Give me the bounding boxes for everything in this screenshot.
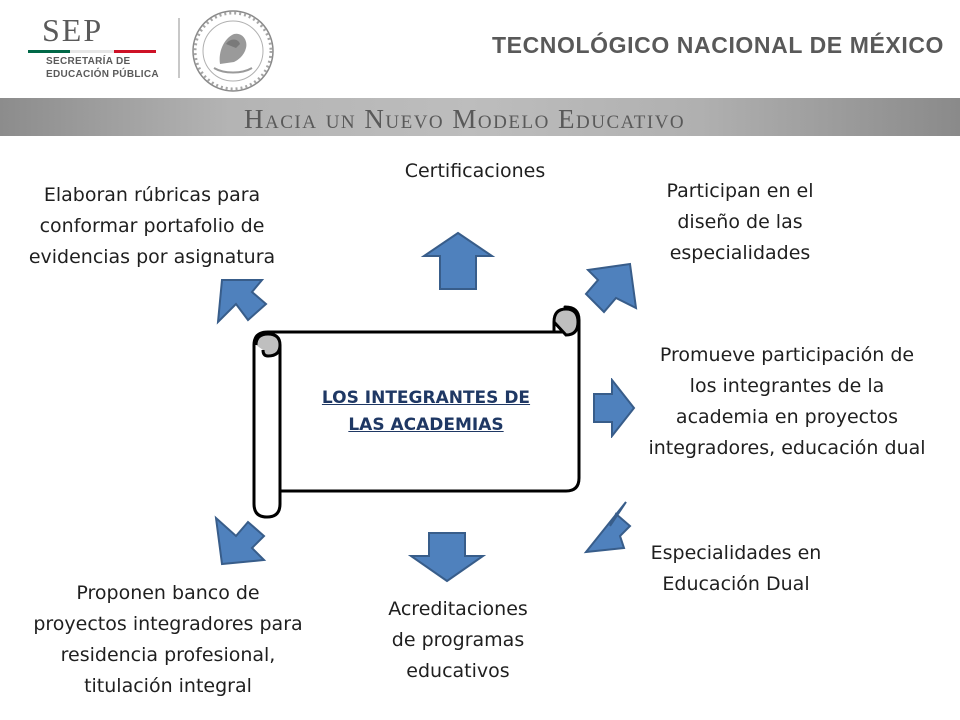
item-certificaciones xyxy=(360,156,590,187)
item-line: educativos xyxy=(406,660,510,682)
item-diseno-especialidades xyxy=(630,176,850,269)
item-line: Proponen banco de xyxy=(76,582,260,604)
item-line: Participan en el xyxy=(666,180,814,202)
item-line: evidencias por asignatura xyxy=(28,246,276,268)
arrow-down-left-icon xyxy=(212,512,268,568)
arrow-down-icon xyxy=(408,530,486,584)
item-line: academia en proyectos xyxy=(675,406,899,428)
item-acreditaciones xyxy=(352,594,564,687)
item-rubricas xyxy=(4,180,300,273)
item-banco-proyectos xyxy=(8,578,328,702)
item-line: Acreditaciones xyxy=(388,598,528,620)
item-line: de programas xyxy=(391,629,525,651)
sep-logo-line2: EDUCACIÓN PÚBLICA xyxy=(46,69,159,80)
item-line: proyectos integradores para xyxy=(33,613,303,635)
item-line: Elaboran rúbricas para xyxy=(43,184,261,206)
item-line: especialidades xyxy=(669,242,811,264)
item-line: Certificaciones xyxy=(404,160,546,182)
item-especialidades-dual xyxy=(624,538,848,600)
item-line: los integrantes de la xyxy=(689,375,885,397)
item-line: Promueve participación de xyxy=(659,344,915,366)
scroll-title xyxy=(292,385,560,439)
banner-text: Hacia un Nuevo Modelo Educativo xyxy=(244,104,686,134)
item-line: titulación integral xyxy=(84,675,252,697)
arrow-up-left-icon xyxy=(206,274,270,326)
item-line: Especialidades en xyxy=(650,542,822,564)
arrow-up-icon xyxy=(420,230,496,292)
item-participacion-proyectos xyxy=(620,340,954,464)
scroll-title-line2: LAS ACADEMIAS xyxy=(348,415,504,435)
scroll-title-line1: LOS INTEGRANTES DE xyxy=(321,388,531,408)
sep-logo-line1: SECRETARÍA DE xyxy=(46,56,131,67)
institution-title: TECNOLÓGICO NACIONAL DE MÉXICO xyxy=(492,32,945,58)
sep-logo-name: SEP xyxy=(42,12,104,48)
item-line: residencia profesional, xyxy=(60,644,276,666)
item-line: conformar portafolio de xyxy=(39,215,265,237)
item-line: diseño de las xyxy=(677,211,803,233)
item-line: integradores, educación dual xyxy=(648,437,926,459)
item-line: Educación Dual xyxy=(662,573,810,595)
